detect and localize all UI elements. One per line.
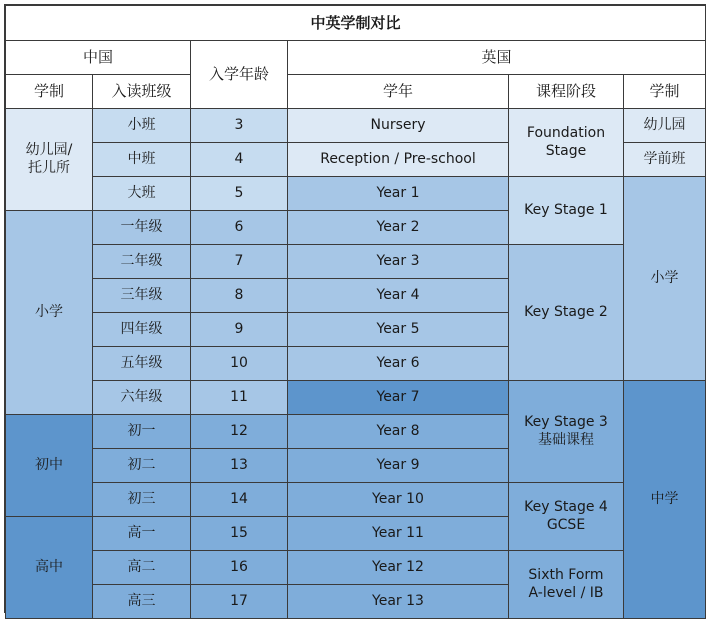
age-cell: 17: [191, 585, 288, 619]
uk-year-cell: Year 10: [288, 483, 509, 517]
uk-stage-foundation: [509, 109, 624, 177]
uk-year-cell: Year 4: [288, 279, 509, 313]
age-cell: 16: [191, 551, 288, 585]
grade-cell: 二年级: [93, 245, 191, 279]
uk-system-secondary: 中学: [624, 381, 706, 619]
uk-stage-ks2: [509, 245, 624, 381]
age-cell: 4: [191, 143, 288, 177]
grade-cell: 小班: [93, 109, 191, 143]
uk-year-cell: Year 12: [288, 551, 509, 585]
uk-stage-line: Key Stage 1: [524, 201, 608, 218]
uk-stage-line: Key Stage 4: [524, 499, 608, 515]
header-china: 中国: [6, 41, 191, 75]
age-cell: 6: [191, 211, 288, 245]
age-cell: 7: [191, 245, 288, 279]
header-uk: 英国: [288, 41, 706, 75]
age-cell: 3: [191, 109, 288, 143]
uk-year-cell: Year 13: [288, 585, 509, 619]
uk-year-cell: Reception / Pre-school: [288, 143, 509, 177]
cn-system-line: 高中: [35, 558, 63, 575]
grade-cell: 四年级: [93, 313, 191, 347]
uk-stage-line: A-level / IB: [528, 584, 604, 601]
grade-cell: 初一: [93, 415, 191, 449]
uk-stage-line: Key Stage 2: [524, 303, 608, 320]
header-cn-system: 学制: [6, 75, 93, 109]
uk-year-cell: Year 5: [288, 313, 509, 347]
uk-year-cell: Year 8: [288, 415, 509, 449]
age-cell: 15: [191, 517, 288, 551]
cn-system-line: 托儿所: [28, 159, 70, 176]
cn-system-kindergarten: [6, 109, 93, 211]
uk-stage-line: Foundation: [526, 125, 606, 141]
uk-stage-line: Stage: [545, 142, 587, 159]
grade-cell: 高三: [93, 585, 191, 619]
header-uk-stage: 课程阶段: [509, 75, 624, 109]
uk-year-cell: Year 11: [288, 517, 509, 551]
comparison-table-frame: [4, 4, 706, 613]
cn-system-primary: [6, 211, 93, 415]
grade-cell: 六年级: [93, 381, 191, 415]
table-title: 中英学制对比: [6, 6, 706, 41]
header-age: 入学年龄: [191, 41, 288, 109]
uk-stage-line: 基础课程: [538, 431, 594, 448]
age-cell: 9: [191, 313, 288, 347]
grade-cell: 一年级: [93, 211, 191, 245]
comparison-table: [5, 5, 706, 619]
grade-cell: 初二: [93, 449, 191, 483]
uk-year-cell: Year 7: [288, 381, 509, 415]
age-cell: 14: [191, 483, 288, 517]
uk-year-cell: Year 9: [288, 449, 509, 483]
age-cell: 12: [191, 415, 288, 449]
uk-stage-line: Key Stage 3: [524, 414, 608, 430]
grade-cell: 中班: [93, 143, 191, 177]
uk-stage-line: GCSE: [546, 516, 586, 533]
grade-cell: 三年级: [93, 279, 191, 313]
grade-cell: 高二: [93, 551, 191, 585]
age-cell: 10: [191, 347, 288, 381]
age-cell: 11: [191, 381, 288, 415]
uk-stage-ks3: [509, 381, 624, 483]
uk-year-cell: Year 3: [288, 245, 509, 279]
grade-cell: 大班: [93, 177, 191, 211]
uk-year-cell: Year 2: [288, 211, 509, 245]
uk-year-cell: Year 1: [288, 177, 509, 211]
age-cell: 13: [191, 449, 288, 483]
uk-system-reception: 学前班: [624, 143, 706, 177]
uk-stage-ks4: [509, 483, 624, 551]
header-uk-year: 学年: [288, 75, 509, 109]
uk-system-primary: 小学: [624, 177, 706, 381]
age-cell: 8: [191, 279, 288, 313]
cn-system-junior-high: [6, 415, 93, 517]
uk-stage-line: Sixth Form: [528, 567, 604, 583]
age-cell: 5: [191, 177, 288, 211]
header-uk-system: 学制: [624, 75, 706, 109]
cn-system-line: 幼儿园/: [25, 142, 73, 158]
uk-year-cell: Nursery: [288, 109, 509, 143]
grade-cell: 五年级: [93, 347, 191, 381]
cn-system-line: 初中: [35, 456, 63, 473]
uk-stage-sixth-form: [509, 551, 624, 619]
header-cn-grade: 入读班级: [93, 75, 191, 109]
cn-system-senior-high: [6, 517, 93, 619]
cn-system-line: 小学: [35, 303, 63, 320]
uk-system-kindergarten: 幼儿园: [624, 109, 706, 143]
grade-cell: 初三: [93, 483, 191, 517]
uk-stage-ks1: [509, 177, 624, 245]
grade-cell: 高一: [93, 517, 191, 551]
uk-year-cell: Year 6: [288, 347, 509, 381]
